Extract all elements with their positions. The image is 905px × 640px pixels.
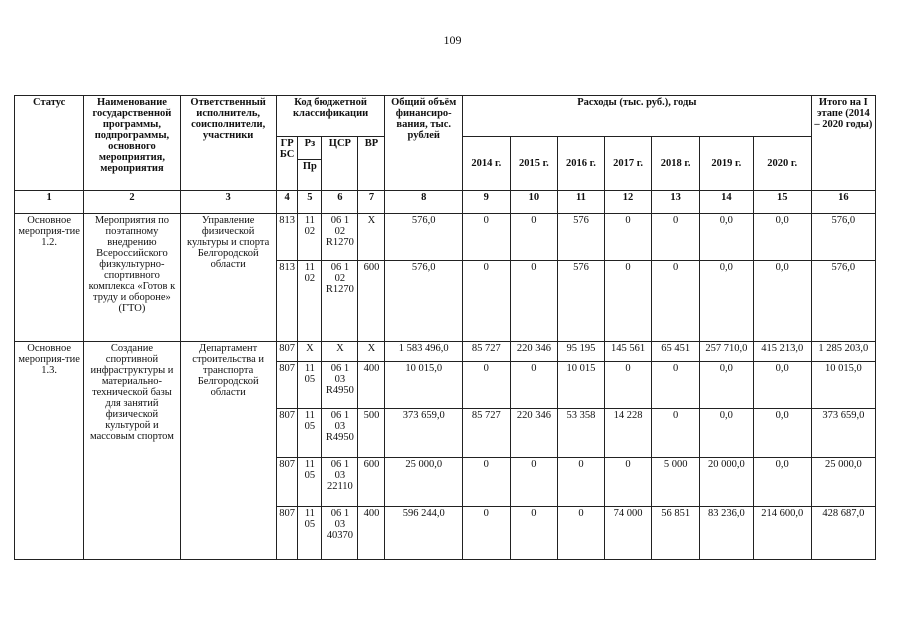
cell-y2018: 0: [652, 409, 700, 458]
cell-y2020: 214 600,0: [753, 507, 811, 560]
cell-total: 10 015,0: [385, 362, 463, 409]
header-total: Общий объём финансиро-вания, тыс. рублей: [385, 96, 463, 191]
header-year-2020: 2020 г.: [753, 137, 811, 191]
cell-y2017: 0: [604, 261, 652, 342]
group-status: Основное мероприя-тие 1.2.: [15, 214, 84, 342]
cell-total: 596 244,0: [385, 507, 463, 560]
column-number-9: 9: [463, 191, 511, 214]
cell-stage-total: 428 687,0: [811, 507, 875, 560]
cell-y2014: 85 727: [463, 409, 511, 458]
cell-y2016: 576: [558, 261, 605, 342]
cell-y2019: 0,0: [699, 261, 753, 342]
header-grbs: ГР БС: [276, 137, 298, 191]
cell-grbs: 807: [276, 507, 298, 560]
cell-y2015: 220 346: [510, 409, 558, 458]
cell-grbs: 807: [276, 342, 298, 362]
column-number-12: 12: [604, 191, 652, 214]
cell-vr: 500: [358, 409, 385, 458]
header-year-2019: 2019 г.: [699, 137, 753, 191]
cell-y2015: 0: [510, 362, 558, 409]
header-budget-code: Код бюджетной классификации: [276, 96, 385, 137]
cell-csr: X: [322, 342, 358, 362]
cell-rzpr: 11 05: [298, 507, 322, 560]
cell-y2016: 95 195: [558, 342, 605, 362]
cell-y2018: 0: [652, 261, 700, 342]
cell-total: 373 659,0: [385, 409, 463, 458]
cell-total: 576,0: [385, 261, 463, 342]
cell-rzpr: 11 02: [298, 261, 322, 342]
cell-y2016: 0: [558, 507, 605, 560]
group-executor: Департамент строительства и транспорта Белгородской области: [180, 342, 276, 560]
header-year-2018: 2018 г.: [652, 137, 700, 191]
cell-vr: 600: [358, 458, 385, 507]
cell-y2018: 56 851: [652, 507, 700, 560]
cell-grbs: 813: [276, 261, 298, 342]
header-rz: Рз: [298, 137, 322, 160]
header-year-2016: 2016 г.: [558, 137, 605, 191]
column-number-2: 2: [84, 191, 180, 214]
cell-y2020: 0,0: [753, 214, 811, 261]
cell-y2018: 0: [652, 362, 700, 409]
cell-y2016: 576: [558, 214, 605, 261]
cell-y2014: 0: [463, 507, 511, 560]
group-name: Мероприятия по поэтапному внедрению Всероссийского физкультурно-спортивного комплекса «Готов к труду и обороне» (ГТО): [84, 214, 180, 342]
cell-y2015: 0: [510, 458, 558, 507]
cell-total: 1 583 496,0: [385, 342, 463, 362]
cell-y2020: 0,0: [753, 362, 811, 409]
cell-y2014: 0: [463, 261, 511, 342]
header-stage-total: Итого на I этапе (2014 – 2020 годы): [811, 96, 875, 191]
cell-y2017: 0: [604, 362, 652, 409]
cell-y2020: 0,0: [753, 458, 811, 507]
header-name: Наименование государственной программы, подпрограммы, основного мероприятия, мероприятия: [84, 96, 180, 191]
cell-rzpr: 11 05: [298, 458, 322, 507]
cell-y2019: 0,0: [699, 214, 753, 261]
cell-y2019: 20 000,0: [699, 458, 753, 507]
cell-stage-total: 25 000,0: [811, 458, 875, 507]
page-number: 109: [443, 33, 462, 47]
cell-y2019: 0,0: [699, 362, 753, 409]
cell-y2019: 0,0: [699, 409, 753, 458]
cell-y2017: 14 228: [604, 409, 652, 458]
cell-y2018: 65 451: [652, 342, 700, 362]
header-csr: ЦСР: [322, 137, 358, 191]
column-number-1: 1: [15, 191, 84, 214]
column-number-14: 14: [699, 191, 753, 214]
cell-csr: 06 1 02 R1270: [322, 261, 358, 342]
column-numbers-row: [15, 191, 876, 214]
cell-rzpr: 11 05: [298, 362, 322, 409]
column-number-6: 6: [322, 191, 358, 214]
cell-rzpr: X: [298, 342, 322, 362]
cell-y2016: 0: [558, 458, 605, 507]
cell-total: 576,0: [385, 214, 463, 261]
cell-y2017: 74 000: [604, 507, 652, 560]
header-pr: Пр: [298, 160, 322, 191]
column-number-10: 10: [510, 191, 558, 214]
cell-y2017: 145 561: [604, 342, 652, 362]
cell-csr: 06 1 03 22110: [322, 458, 358, 507]
cell-y2015: 0: [510, 507, 558, 560]
header-status: Статус: [15, 96, 84, 191]
cell-csr: 06 1 03 R4950: [322, 409, 358, 458]
cell-vr: X: [358, 214, 385, 261]
cell-y2014: 0: [463, 362, 511, 409]
column-number-11: 11: [558, 191, 605, 214]
cell-y2019: 83 236,0: [699, 507, 753, 560]
cell-y2014: 85 727: [463, 342, 511, 362]
cell-grbs: 813: [276, 214, 298, 261]
cell-y2015: 220 346: [510, 342, 558, 362]
column-number-3: 3: [180, 191, 276, 214]
cell-total: 25 000,0: [385, 458, 463, 507]
group-executor: Управление физической культуры и спорта Белгородской области: [180, 214, 276, 342]
cell-y2016: 53 358: [558, 409, 605, 458]
cell-stage-total: 576,0: [811, 214, 875, 261]
cell-grbs: 807: [276, 458, 298, 507]
cell-csr: 06 1 03 40370: [322, 507, 358, 560]
header-year-2017: 2017 г.: [604, 137, 652, 191]
cell-stage-total: 10 015,0: [811, 362, 875, 409]
header-year-2014: 2014 г.: [463, 137, 511, 191]
budget-table: [14, 95, 876, 560]
cell-y2014: 0: [463, 458, 511, 507]
column-number-13: 13: [652, 191, 700, 214]
table-row: [15, 342, 876, 362]
cell-vr: 600: [358, 261, 385, 342]
cell-y2015: 0: [510, 261, 558, 342]
cell-csr: 06 1 03 R4950: [322, 362, 358, 409]
cell-grbs: 807: [276, 362, 298, 409]
column-number-5: 5: [298, 191, 322, 214]
cell-y2018: 0: [652, 214, 700, 261]
cell-y2014: 0: [463, 214, 511, 261]
cell-y2019: 257 710,0: [699, 342, 753, 362]
table-body: [15, 214, 876, 560]
cell-grbs: 807: [276, 409, 298, 458]
column-number-8: 8: [385, 191, 463, 214]
cell-stage-total: 373 659,0: [811, 409, 875, 458]
cell-rzpr: 11 02: [298, 214, 322, 261]
cell-y2020: 415 213,0: [753, 342, 811, 362]
header-executor: Ответственный исполнитель, соисполнители, участники: [180, 96, 276, 191]
group-status: Основное мероприя-тие 1.3.: [15, 342, 84, 560]
cell-vr: 400: [358, 507, 385, 560]
group-name: Создание спортивной инфраструктуры и материально-технической базы для занятий физической культурой и массовым спортом: [84, 342, 180, 560]
column-number-4: 4: [276, 191, 298, 214]
column-number-7: 7: [358, 191, 385, 214]
cell-vr: 400: [358, 362, 385, 409]
cell-csr: 06 1 02 R1270: [322, 214, 358, 261]
cell-y2018: 5 000: [652, 458, 700, 507]
header-expenses: Расходы (тыс. руб.), годы: [463, 96, 812, 137]
column-number-15: 15: [753, 191, 811, 214]
cell-y2020: 0,0: [753, 409, 811, 458]
cell-y2017: 0: [604, 214, 652, 261]
header-year-2015: 2015 г.: [510, 137, 558, 191]
column-number-16: 16: [811, 191, 875, 214]
cell-vr: X: [358, 342, 385, 362]
cell-y2020: 0,0: [753, 261, 811, 342]
cell-y2015: 0: [510, 214, 558, 261]
table-row: [15, 214, 876, 261]
header-vr: ВР: [358, 137, 385, 191]
cell-rzpr: 11 05: [298, 409, 322, 458]
cell-y2016: 10 015: [558, 362, 605, 409]
cell-stage-total: 1 285 203,0: [811, 342, 875, 362]
cell-y2017: 0: [604, 458, 652, 507]
cell-stage-total: 576,0: [811, 261, 875, 342]
